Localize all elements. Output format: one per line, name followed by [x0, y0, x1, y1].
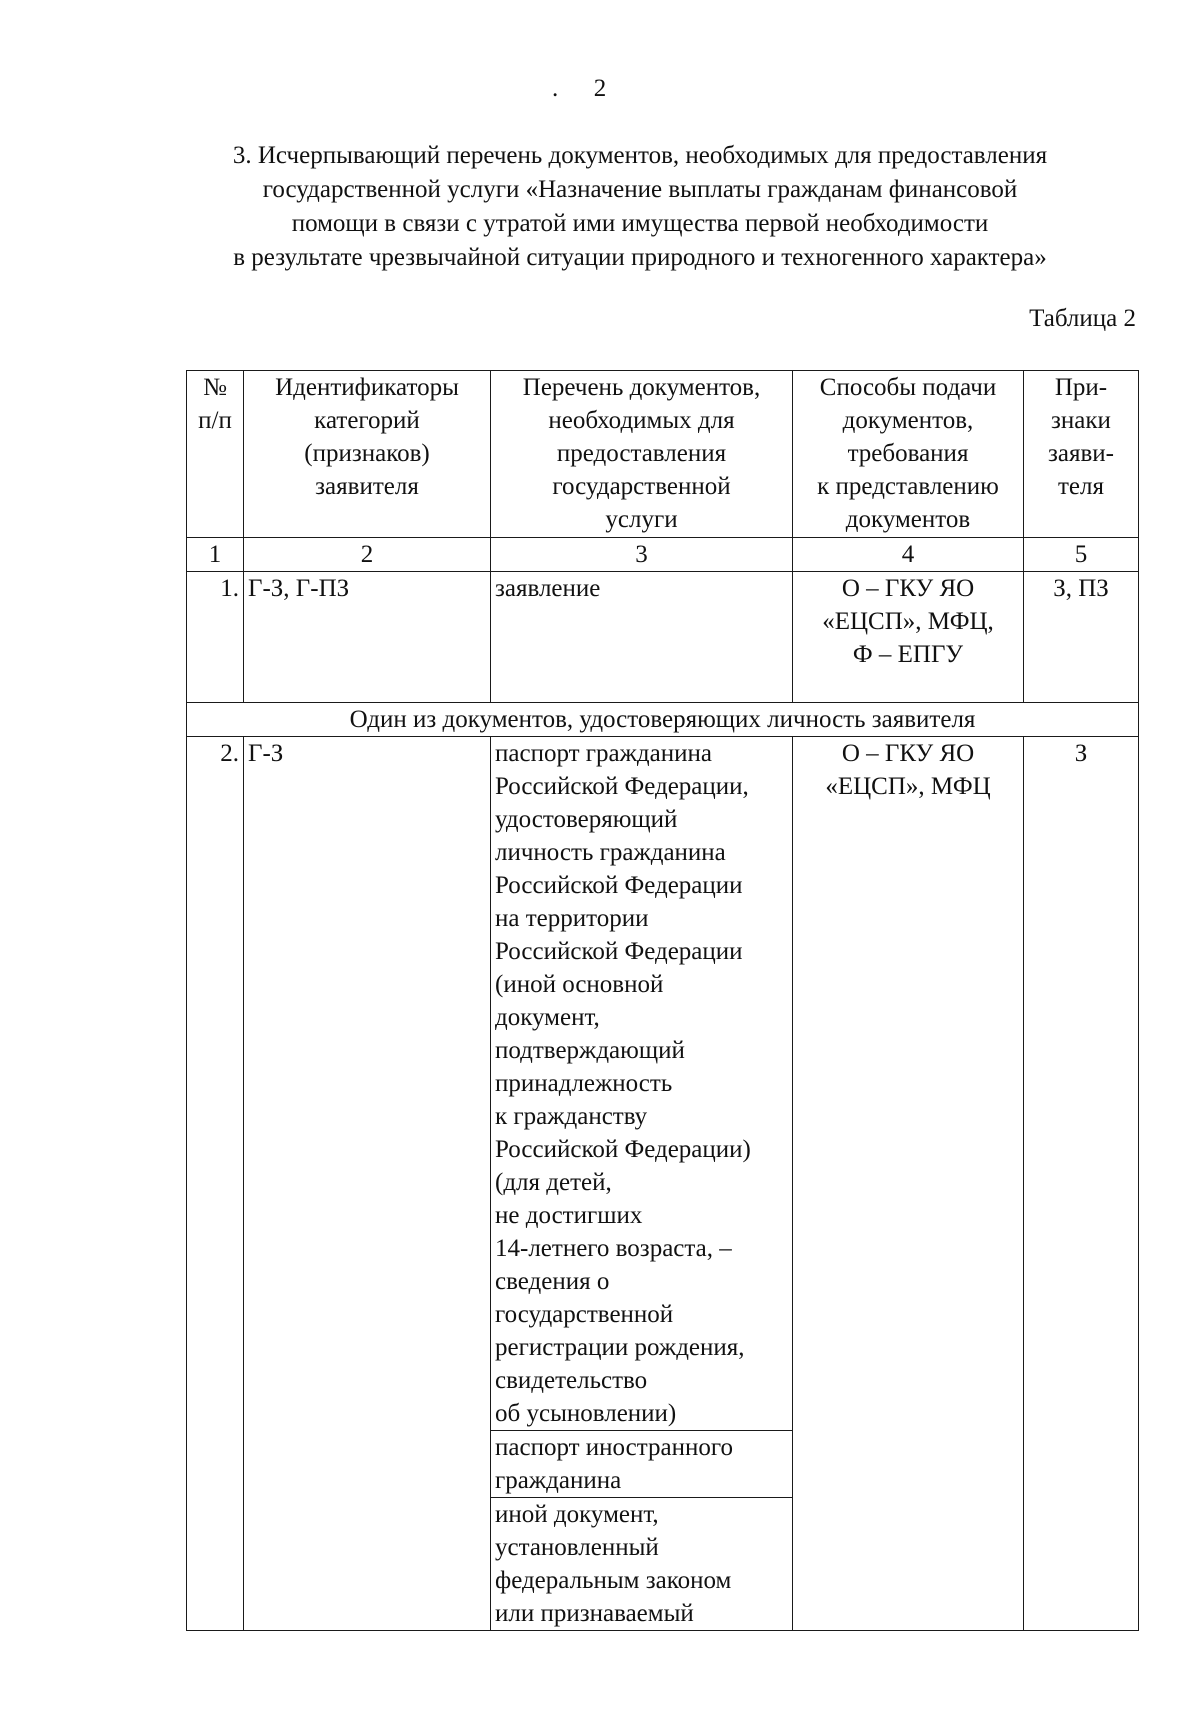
table-row	[187, 572, 1139, 703]
header-signs: При- знаки заяви- теля	[1024, 371, 1139, 538]
heading-line: государственной услуги «Назначение выплаты гражданам финансовой	[262, 176, 1018, 203]
row-document: паспорт гражданина Российской Федерации, удостоверяющий личность гражданина Российской Федерации на территории Российской Федерации (иной основной документ, подтверждающий принадлежность к гражданству Российской Федерации) (для детей, не достигших 14-летнего возраста, – сведения о государственной регистрации рождения, свидетельство об усыновлении)	[491, 737, 793, 1431]
column-numbers-row	[187, 538, 1139, 572]
row-signs: З, ПЗ	[1024, 572, 1139, 703]
row-document: паспорт иностранного гражданина	[491, 1431, 793, 1498]
section-row	[187, 703, 1139, 737]
row-document: заявление	[491, 572, 793, 703]
heading-line: 3. Исчерпывающий перечень документов, необходимых для предоставления	[232, 142, 1048, 169]
documents-table	[186, 370, 1139, 1631]
heading-line: помощи в связи с утратой ими имущества первой необходимости	[291, 210, 989, 237]
row-identifiers: Г-З	[244, 737, 491, 1631]
column-number: 2	[244, 538, 491, 572]
table-row	[187, 737, 1139, 1431]
row-methods: О – ГКУ ЯО «ЕЦСП», МФЦ, Ф – ЕПГУ	[793, 572, 1024, 703]
row-methods: О – ГКУ ЯО «ЕЦСП», МФЦ	[793, 737, 1024, 1631]
header-methods: Способы подачи документов, требования к представлению документов	[793, 371, 1024, 538]
table-header-row	[187, 371, 1139, 538]
row-signs: З	[1024, 737, 1139, 1631]
section-heading	[150, 139, 1130, 275]
row-number: 1.	[187, 572, 244, 703]
table-label: Таблица 2	[1029, 305, 1136, 332]
column-number: 1	[187, 538, 244, 572]
column-number: 4	[793, 538, 1024, 572]
row-identifiers: Г-З, Г-ПЗ	[244, 572, 491, 703]
column-number: 3	[491, 538, 793, 572]
row-number: 2.	[187, 737, 244, 1631]
heading-line: в результате чрезвычайной ситуации природного и техногенного характера»	[233, 244, 1047, 271]
column-number: 5	[1024, 538, 1139, 572]
header-identifiers: Идентификаторы категорий (признаков) заявителя	[244, 371, 491, 538]
page-dot: .	[552, 75, 559, 102]
section-title: Один из документов, удостоверяющих личность заявителя	[187, 703, 1139, 737]
header-number: № п/п	[187, 371, 244, 538]
header-documents: Перечень документов, необходимых для предоставления государственной услуги	[491, 371, 793, 538]
row-document: иной документ, установленный федеральным законом или признаваемый	[491, 1498, 793, 1631]
page-number: 2	[593, 75, 607, 102]
